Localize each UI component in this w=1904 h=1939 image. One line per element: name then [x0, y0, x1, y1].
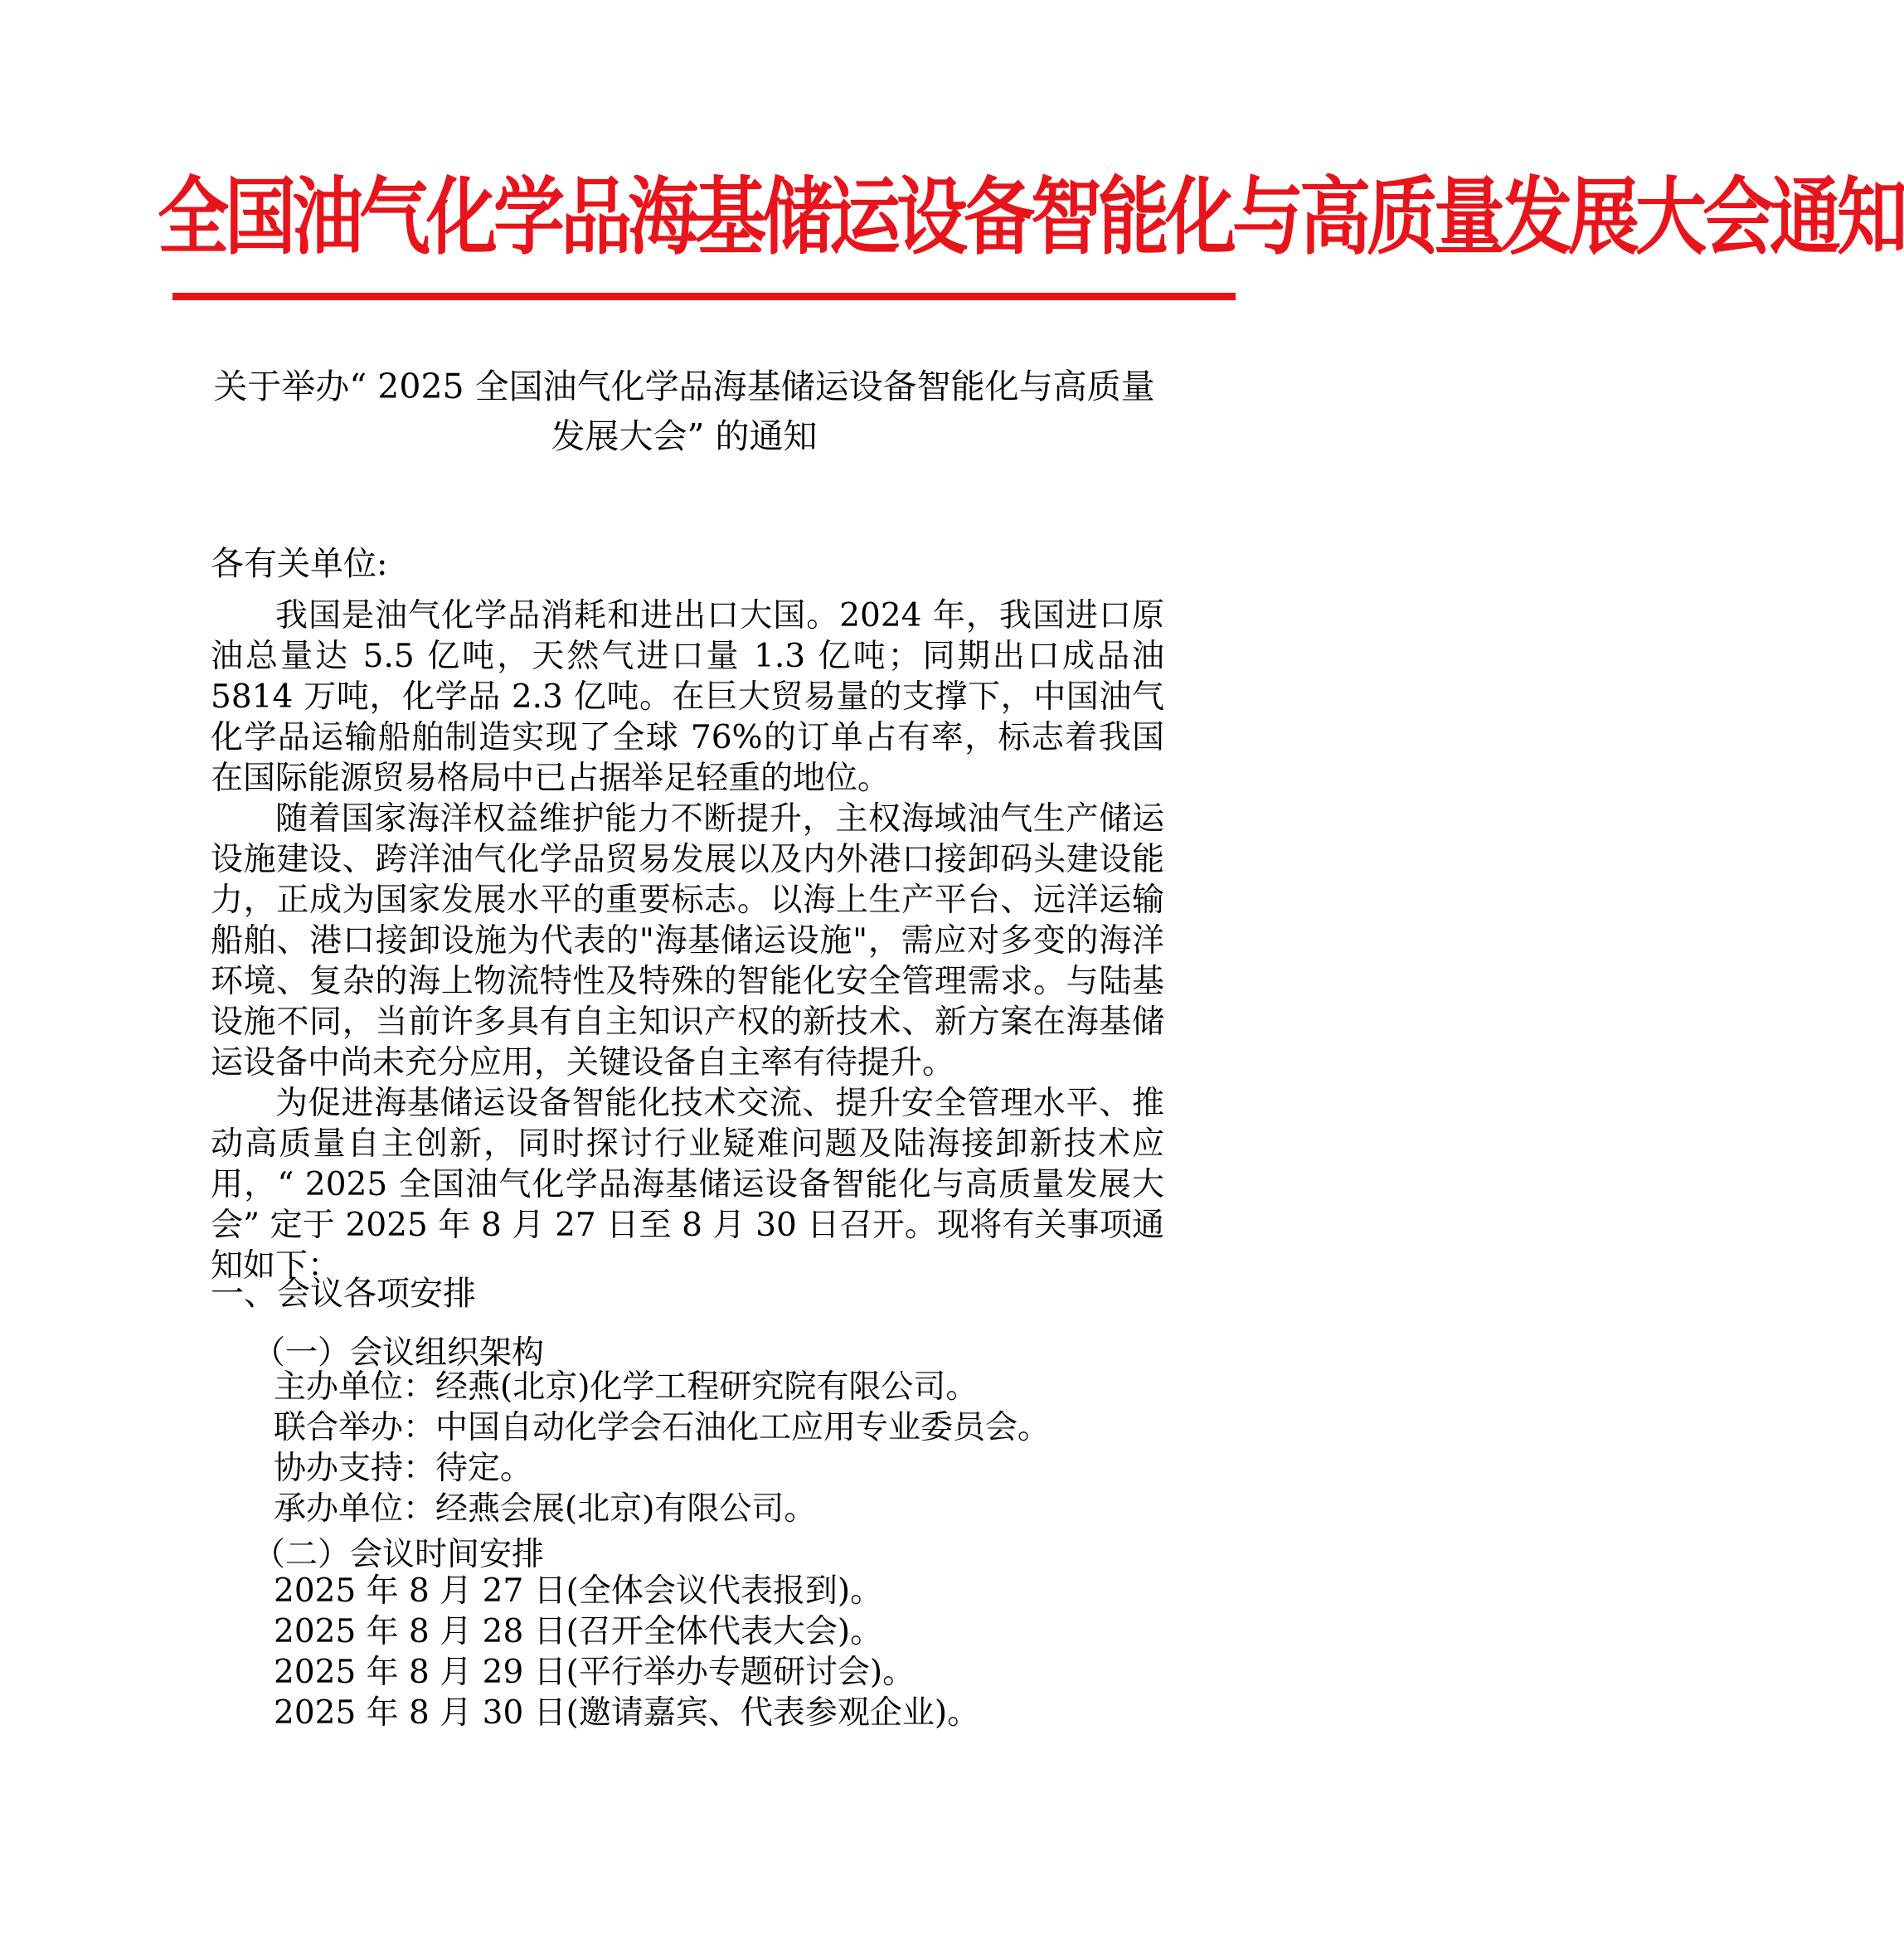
addressee: 各有关单位:	[211, 545, 388, 583]
organization-list	[274, 1367, 1050, 1529]
paragraph: 我国是油气化学品消耗和进出口大国。2024 年，我国进口原油总量达 5.5 亿吨，天然气进口量 1.3 亿吨；同期出口成品油 5814 万吨，化学品 2.3 亿吨。在巨大贸易量的支撑下，中国油气化学品运输船舶制造实现了全球 76%的订单占有率，标志着我国在国际能源贸易格局中已占据举足轻重的地位。	[211, 597, 1164, 797]
banner-title: 全国油气化学品海基储运设备智能化与高质量发展大会通知	[158, 168, 1904, 267]
paragraph: 为促进海基储运设备智能化技术交流、提升安全管理水平、推动高质量自主创新，同时探讨行业疑难问题及陆海接卸新技术应用，“ 2025 全国油气化学品海基储运设备智能化与高质量发展大会” 定于 2025 年 8 月 27 日至 8 月 30 日召开。现将有关事项通知如下：	[211, 1085, 1164, 1285]
document-title-line-1: 关于举办“ 2025 全国油气化学品海基储运设备智能化与高质量	[213, 367, 1155, 406]
subheading-organization: （一）会议组织架构	[253, 1334, 545, 1372]
list-item: 2025 年 8 月 28 日(召开全体代表大会)。	[274, 1613, 883, 1650]
document-title-line-2: 发展大会” 的通知	[551, 416, 818, 456]
document-title	[199, 362, 1169, 461]
paragraph: 随着国家海洋权益维护能力不断提升，主权海域油气生产储运设施建设、跨洋油气化学品贸易发展以及内外港口接卸码头建设能力，正成为国家发展水平的重要标志。以海上生产平台、远洋运输船舶、港口接卸设施为代表的"海基储运设施"，需应对多变的海洋环境、复杂的海上物流特性及特殊的智能化安全管理需求。与陆基设施不同，当前许多具有自主知识产权的新技术、新方案在海基储运设备中尚未充分应用，关键设备自主率有待提升。	[211, 800, 1164, 1081]
list-item: 2025 年 8 月 30 日(邀请嘉宾、代表参观企业)。	[274, 1694, 980, 1732]
list-item: 2025 年 8 月 27 日(全体会议代表报到)。	[274, 1572, 883, 1610]
subheading-schedule: （二）会议时间安排	[253, 1536, 545, 1573]
body-text	[211, 595, 1164, 1286]
section-heading-arrangements: 一、会议各项安排	[211, 1275, 476, 1313]
header-divider	[172, 293, 1236, 300]
list-item: 2025 年 8 月 29 日(平行举办专题研讨会)。	[274, 1654, 916, 1691]
list-item: 联合举办：中国自动化学会石油化工应用专业委员会。	[274, 1409, 1051, 1446]
list-item: 主办单位：经燕(北京)化学工程研究院有限公司。	[274, 1368, 979, 1406]
list-item: 协办支持：待定。	[274, 1450, 533, 1487]
list-item: 承办单位：经燕会展(北京)有限公司。	[274, 1490, 817, 1528]
schedule-list	[274, 1571, 979, 1733]
